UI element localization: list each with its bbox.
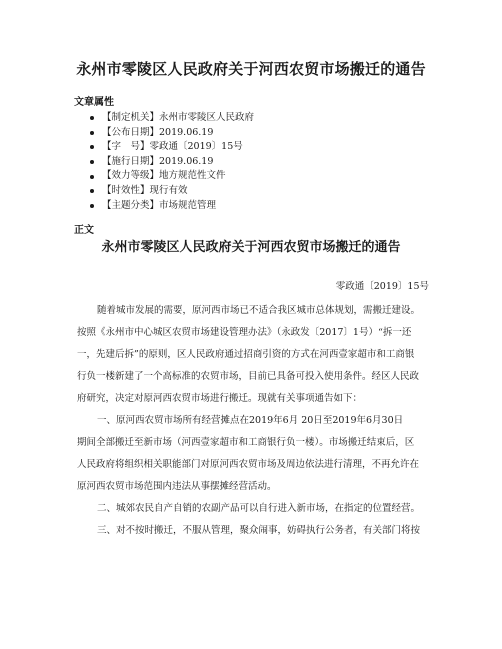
attributes-heading: 文章属性 xyxy=(74,97,114,108)
paragraph-line: 期间全部搬迁至新市场（河西壹家超市和工商银行负一楼）。市场搬迁结束后，区 xyxy=(77,437,415,448)
attribute-item-publish-date: 【公布日期】2019.06.19 xyxy=(90,126,254,141)
document-title: 永州市零陵区人民政府关于河西农贸市场搬迁的通告 xyxy=(76,60,426,78)
attribute-item-issuing-authority: 【制定机关】永州市零陵区人民政府 xyxy=(90,111,254,126)
attribute-item-topic-category: 【主题分类】市场规范管理 xyxy=(90,199,254,214)
paragraph-line: 二、城郊农民自产自销的农副产品可以自行进入新市场，在指定的位置经营。 xyxy=(97,503,421,514)
paragraph-line: 一、原河西农贸市场所有经营摊点在2019年6月 20日至2019年6月30日 xyxy=(97,415,404,426)
paragraph-line: 行负一楼新建了一个高标准的农贸市场，目前已具备可投入使用条件。经区人民政 xyxy=(77,371,420,382)
attributes-list xyxy=(90,111,254,213)
body-title: 永州市零陵区人民政府关于河西农贸市场搬迁的通告 xyxy=(101,240,401,255)
paragraph-line: 一，先建后拆”的原则，区人民政府通过招商引资的方式在河西壹家超市和工商银 xyxy=(77,349,415,360)
paragraph-line: 人民政府将组织相关职能部门对原河西农贸市场及周边依法进行清理，不再允许在 xyxy=(77,459,420,470)
body-heading: 正文 xyxy=(74,225,94,236)
paragraph-line: 随着城市发展的需要，原河西市场已不适合我区城市总体规划，需搬迁建设。 xyxy=(97,305,421,316)
attribute-item-document-number: 【字 号】零政通〔2019〕15号 xyxy=(90,140,254,155)
paragraph-line: 按照《永州市中心城区农贸市场建设管理办法》（永政发〔2017〕1号）“拆一还 xyxy=(77,327,412,338)
paragraph-line: 府研究，决定对原河西农贸市场进行搬迁。现就有关事项通告如下： xyxy=(77,393,363,404)
paragraph-line: 原河西农贸市场范围内违法从事摆摊经营活动。 xyxy=(77,481,277,492)
paragraph-line: 三、对不按时搬迁，不服从管理，聚众闹事，妨碍执行公务者，有关部门将按 xyxy=(97,525,421,536)
attribute-item-effective-date: 【施行日期】2019.06.19 xyxy=(90,155,254,170)
attribute-item-legal-level: 【效力等级】地方规范性文件 xyxy=(90,169,254,184)
attribute-item-validity: 【时效性】现行有效 xyxy=(90,184,254,199)
document-number: 零政通〔2019〕15号 xyxy=(335,281,429,292)
